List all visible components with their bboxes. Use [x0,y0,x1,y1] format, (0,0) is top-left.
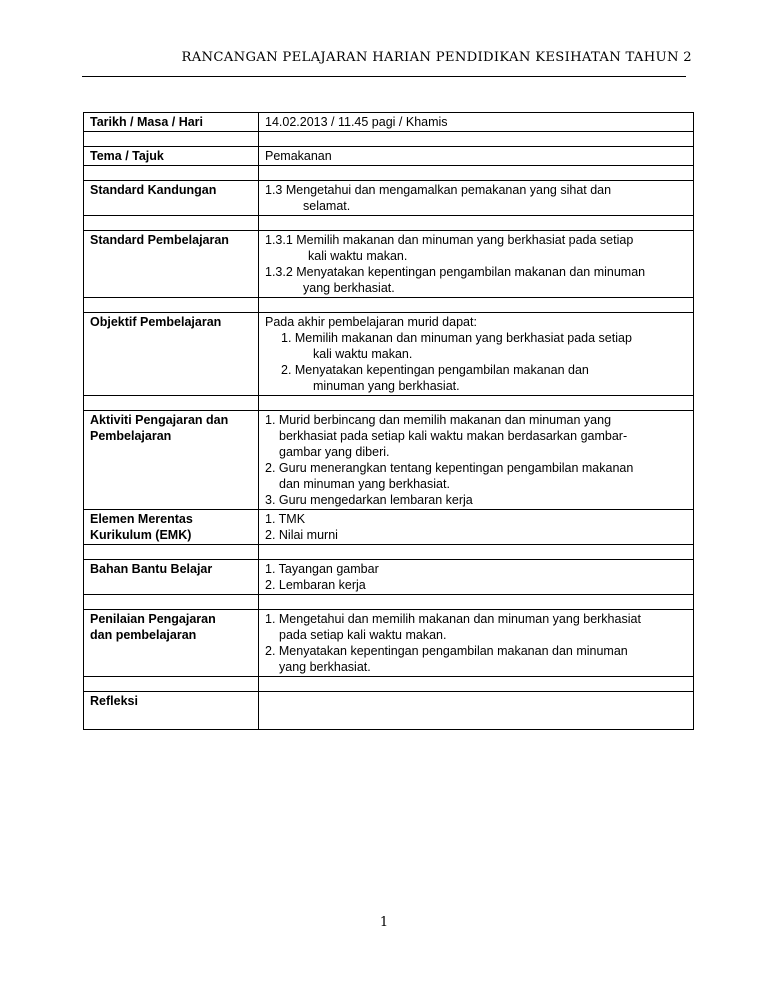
label-aktiviti [84,411,259,510]
text-line: 1. Memilih makanan dan minuman yang berkhasiat pada setiap [281,331,632,345]
spacer-row [84,166,694,181]
spacer-row [84,396,694,411]
spacer-row [84,132,694,147]
text-line: yang berkhasiat. [279,660,371,674]
text-line: berkhasiat pada setiap kali waktu makan berdasarkan gambar- [279,429,628,443]
value-refleksi [259,692,694,730]
document-title: RANCANGAN PELAJARAN HARIAN PENDIDIKAN KESIHATAN TAHUN 2 [181,50,692,65]
value-tema: Pemakanan [259,147,694,166]
label-standard-pembelajaran: Standard Pembelajaran [84,231,259,298]
row-tema [84,147,694,166]
spacer-row [84,545,694,560]
row-emk [84,510,694,545]
row-penilaian [84,610,694,677]
spacer-row [84,216,694,231]
label-line: Penilaian Pengajaran [90,612,216,626]
value-aktiviti [259,411,694,510]
label-refleksi: Refleksi [84,692,259,730]
row-standard-pembelajaran [84,231,694,298]
row-tarikh [84,113,694,132]
spacer-row [84,595,694,610]
text-line: minuman yang berkhasiat. [313,379,460,393]
page-number: 1 [379,915,389,930]
label-line: Kurikulum (EMK) [90,528,192,542]
label-tarikh: Tarikh / Masa / Hari [84,113,259,132]
text-line: Pada akhir pembelajaran murid dapat: [265,315,477,329]
text-line: 3. Guru mengedarkan lembaran kerja [265,493,473,507]
text-line: dan minuman yang berkhasiat. [279,477,450,491]
text-line: 1.3.2 Menyatakan kepentingan pengambilan makanan dan minuman [265,265,646,279]
spacer-row [84,677,694,692]
label-objektif: Objektif Pembelajaran [84,313,259,396]
row-objektif [84,313,694,396]
label-tema: Tema / Tajuk [84,147,259,166]
label-line: Elemen Merentas [90,512,193,526]
text-line: 1.3.1 Memilih makanan dan minuman yang berkhasiat pada setiap [265,233,634,247]
lesson-plan-table [83,112,694,730]
text-line: 1. Tayangan gambar [265,562,379,576]
value-tarikh: 14.02.2013 / 11.45 pagi / Khamis [259,113,694,132]
text-line: yang berkhasiat. [303,281,395,295]
value-penilaian [259,610,694,677]
label-standard-kandungan: Standard Kandungan [84,181,259,216]
text-line: 2. Guru menerangkan tentang kepentingan pengambilan makanan [265,461,634,475]
value-emk [259,510,694,545]
spacer-row [84,298,694,313]
label-penilaian [84,610,259,677]
text-line: 1. TMK [265,512,306,526]
row-standard-kandungan [84,181,694,216]
label-bahan: Bahan Bantu Belajar [84,560,259,595]
text-line: 2. Lembaran kerja [265,578,366,592]
value-bahan [259,560,694,595]
text-line: 2. Menyatakan kepentingan pengambilan makanan dan [281,363,589,377]
label-line: dan pembelajaran [90,628,197,642]
value-standard-pembelajaran [259,231,694,298]
text-line: 2. Nilai murni [265,528,338,542]
text-line: 1. Murid berbincang dan memilih makanan dan minuman yang [265,413,612,427]
text-line: gambar yang diberi. [279,445,390,459]
row-bahan [84,560,694,595]
value-objektif [259,313,694,396]
text-line: 1.3 Mengetahui dan mengamalkan pemakanan yang sihat dan [265,183,612,197]
value-standard-kandungan [259,181,694,216]
text-line: pada setiap kali waktu makan. [279,628,447,642]
text-line: kali waktu makan. [313,347,413,361]
text-line: 1. Mengetahui dan memilih makanan dan minuman yang berkhasiat [265,612,641,626]
row-aktiviti [84,411,694,510]
header-divider [82,76,686,77]
label-emk [84,510,259,545]
row-refleksi [84,692,694,730]
label-line: Aktiviti Pengajaran dan [90,413,229,427]
text-line: 2. Menyatakan kepentingan pengambilan makanan dan minuman [265,644,628,658]
label-line: Pembelajaran [90,429,172,443]
text-line: selamat. [303,199,351,213]
text-line: kali waktu makan. [308,249,408,263]
